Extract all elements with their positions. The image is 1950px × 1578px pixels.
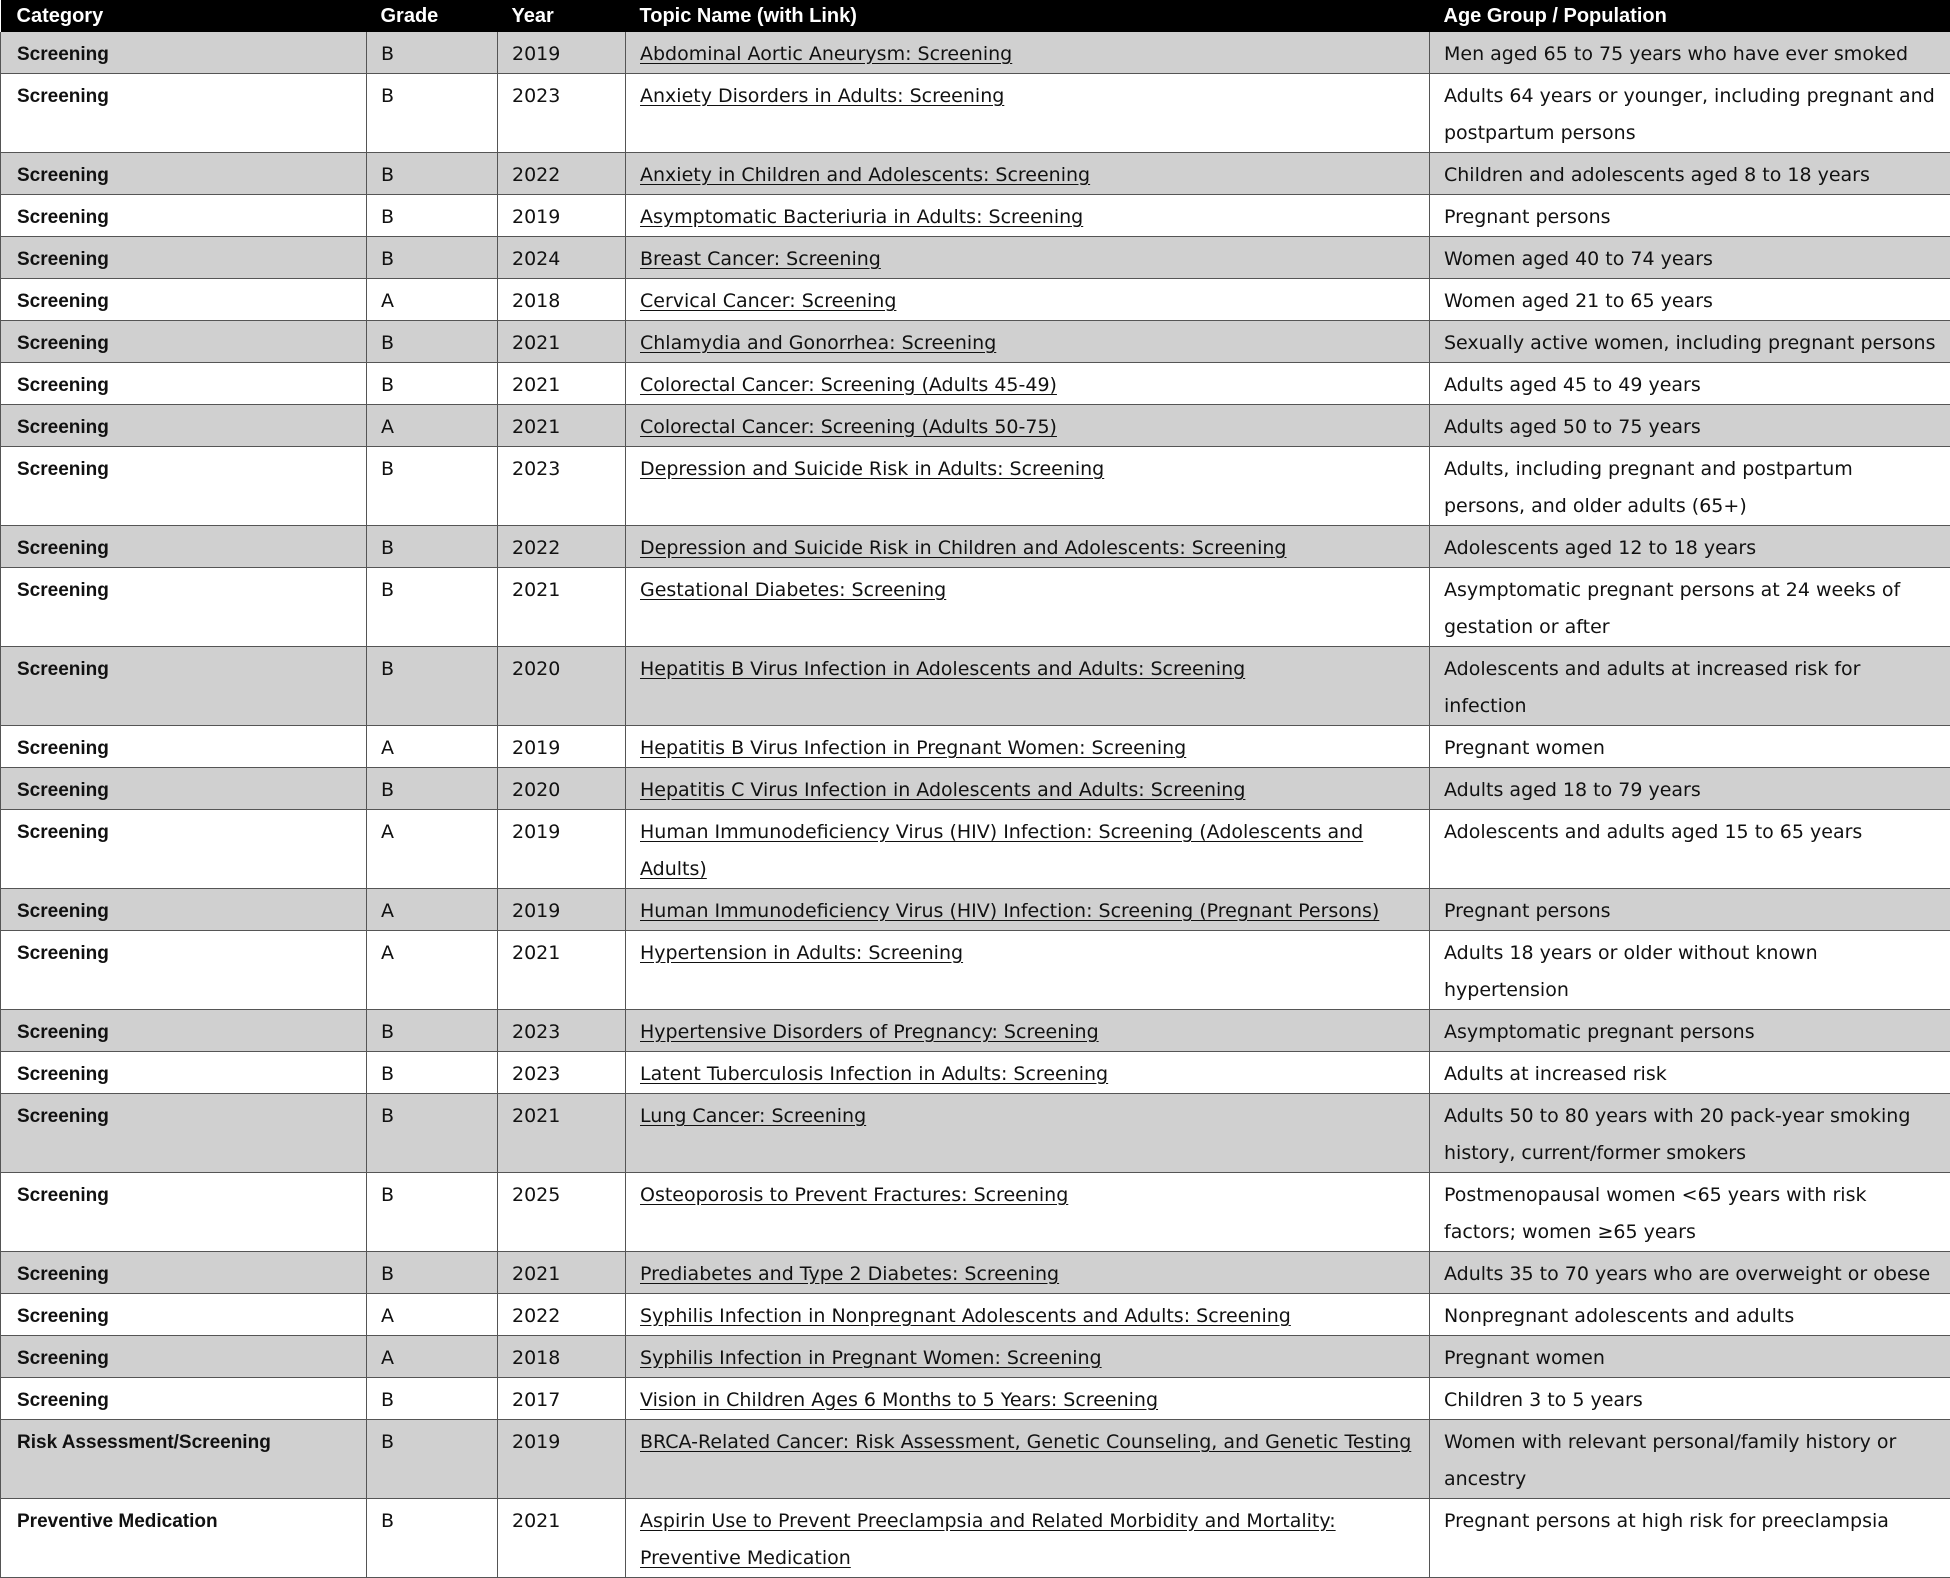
year-cell: 2018 bbox=[498, 1336, 626, 1378]
topic-link[interactable]: Depression and Suicide Risk in Children and Adolescents: Screening bbox=[640, 537, 1286, 559]
grade-cell: B bbox=[367, 447, 498, 526]
topic-cell bbox=[626, 931, 1430, 1010]
topic-cell bbox=[626, 1010, 1430, 1052]
table-row bbox=[1, 1294, 1950, 1336]
topic-link[interactable]: Osteoporosis to Prevent Fractures: Screening bbox=[640, 1184, 1068, 1206]
grade-cell: B bbox=[367, 768, 498, 810]
category-cell: Screening bbox=[1, 1173, 367, 1252]
topic-link[interactable]: Gestational Diabetes: Screening bbox=[640, 579, 946, 601]
population-cell: Adolescents aged 12 to 18 years bbox=[1430, 526, 1950, 568]
table-row bbox=[1, 1499, 1950, 1578]
category-cell: Screening bbox=[1, 1378, 367, 1420]
category-cell: Screening bbox=[1, 1094, 367, 1173]
year-cell: 2019 bbox=[498, 1420, 626, 1499]
category-cell: Screening bbox=[1, 726, 367, 768]
year-cell: 2018 bbox=[498, 279, 626, 321]
topic-cell bbox=[626, 74, 1430, 153]
year-cell: 2019 bbox=[498, 195, 626, 237]
grade-cell: B bbox=[367, 195, 498, 237]
topic-link[interactable]: Colorectal Cancer: Screening (Adults 45-49) bbox=[640, 374, 1057, 396]
table-row bbox=[1, 279, 1950, 321]
population-cell: Pregnant women bbox=[1430, 726, 1950, 768]
population-cell: Postmenopausal women <65 years with risk factors; women ≥65 years bbox=[1430, 1173, 1950, 1252]
year-cell: 2021 bbox=[498, 1252, 626, 1294]
header-year: Year bbox=[498, 0, 626, 32]
year-cell: 2023 bbox=[498, 74, 626, 153]
population-cell: Adults 50 to 80 years with 20 pack-year smoking history, current/former smokers bbox=[1430, 1094, 1950, 1173]
category-cell: Screening bbox=[1, 568, 367, 647]
topic-link[interactable]: BRCA-Related Cancer: Risk Assessment, Genetic Counseling, and Genetic Testing bbox=[640, 1431, 1411, 1453]
year-cell: 2021 bbox=[498, 1499, 626, 1578]
population-cell: Sexually active women, including pregnant persons bbox=[1430, 321, 1950, 363]
topic-cell bbox=[626, 279, 1430, 321]
year-cell: 2019 bbox=[498, 889, 626, 931]
population-cell: Women aged 40 to 74 years bbox=[1430, 237, 1950, 279]
population-cell: Adolescents and adults at increased risk for infection bbox=[1430, 647, 1950, 726]
population-cell: Pregnant persons bbox=[1430, 195, 1950, 237]
population-cell: Adults aged 45 to 49 years bbox=[1430, 363, 1950, 405]
topic-link[interactable]: Hypertensive Disorders of Pregnancy: Screening bbox=[640, 1021, 1099, 1043]
grade-cell: B bbox=[367, 1094, 498, 1173]
population-cell: Adults 64 years or younger, including pregnant and postpartum persons bbox=[1430, 74, 1950, 153]
population-cell: Pregnant persons bbox=[1430, 889, 1950, 931]
grade-cell: B bbox=[367, 1173, 498, 1252]
table-row bbox=[1, 889, 1950, 931]
grade-cell: B bbox=[367, 363, 498, 405]
category-cell: Screening bbox=[1, 74, 367, 153]
table-row bbox=[1, 726, 1950, 768]
topic-link[interactable]: Breast Cancer: Screening bbox=[640, 248, 881, 270]
topic-cell bbox=[626, 1052, 1430, 1094]
table-row bbox=[1, 1378, 1950, 1420]
topic-link[interactable]: Cervical Cancer: Screening bbox=[640, 290, 896, 312]
year-cell: 2022 bbox=[498, 1294, 626, 1336]
population-cell: Nonpregnant adolescents and adults bbox=[1430, 1294, 1950, 1336]
topic-cell bbox=[626, 1294, 1430, 1336]
grade-cell: B bbox=[367, 321, 498, 363]
category-cell: Screening bbox=[1, 647, 367, 726]
header-topic: Topic Name (with Link) bbox=[626, 0, 1430, 32]
topic-cell bbox=[626, 1173, 1430, 1252]
table-row bbox=[1, 74, 1950, 153]
topic-cell bbox=[626, 153, 1430, 195]
table-row bbox=[1, 447, 1950, 526]
table-row bbox=[1, 321, 1950, 363]
topic-cell bbox=[626, 526, 1430, 568]
table-row bbox=[1, 1173, 1950, 1252]
population-cell: Asymptomatic pregnant persons bbox=[1430, 1010, 1950, 1052]
table-row bbox=[1, 1420, 1950, 1499]
grade-cell: A bbox=[367, 1294, 498, 1336]
topic-cell bbox=[626, 1378, 1430, 1420]
category-cell: Screening bbox=[1, 526, 367, 568]
category-cell: Screening bbox=[1, 405, 367, 447]
topic-link[interactable]: Hypertension in Adults: Screening bbox=[640, 942, 963, 964]
topic-cell bbox=[626, 32, 1430, 74]
year-cell: 2020 bbox=[498, 768, 626, 810]
topic-link[interactable]: Depression and Suicide Risk in Adults: Screening bbox=[640, 458, 1104, 480]
topic-link[interactable]: Chlamydia and Gonorrhea: Screening bbox=[640, 332, 996, 354]
grade-cell: B bbox=[367, 568, 498, 647]
topic-cell bbox=[626, 237, 1430, 279]
year-cell: 2022 bbox=[498, 153, 626, 195]
grade-cell: A bbox=[367, 726, 498, 768]
year-cell: 2023 bbox=[498, 1010, 626, 1052]
table-row bbox=[1, 237, 1950, 279]
topic-link[interactable]: Colorectal Cancer: Screening (Adults 50-75) bbox=[640, 416, 1057, 438]
header-population: Age Group / Population bbox=[1430, 0, 1950, 32]
topic-link[interactable]: Aspirin Use to Prevent Preeclampsia and Related Morbidity and Mortality: Preventive Medication bbox=[640, 1510, 1336, 1569]
year-cell: 2023 bbox=[498, 447, 626, 526]
year-cell: 2025 bbox=[498, 1173, 626, 1252]
topic-cell bbox=[626, 726, 1430, 768]
year-cell: 2019 bbox=[498, 810, 626, 889]
table-row bbox=[1, 647, 1950, 726]
topic-link[interactable]: Hepatitis C Virus Infection in Adolescents and Adults: Screening bbox=[640, 779, 1245, 801]
topic-link[interactable]: Vision in Children Ages 6 Months to 5 Years: Screening bbox=[640, 1389, 1158, 1411]
year-cell: 2021 bbox=[498, 568, 626, 647]
year-cell: 2019 bbox=[498, 726, 626, 768]
population-cell: Pregnant persons at high risk for preeclampsia bbox=[1430, 1499, 1950, 1578]
year-cell: 2022 bbox=[498, 526, 626, 568]
topic-cell bbox=[626, 1336, 1430, 1378]
grade-cell: A bbox=[367, 279, 498, 321]
year-cell: 2019 bbox=[498, 32, 626, 74]
year-cell: 2021 bbox=[498, 405, 626, 447]
topic-cell bbox=[626, 1094, 1430, 1173]
topic-link[interactable]: Syphilis Infection in Pregnant Women: Screening bbox=[640, 1347, 1102, 1369]
category-cell: Screening bbox=[1, 931, 367, 1010]
header-row bbox=[1, 0, 1950, 32]
topic-cell bbox=[626, 810, 1430, 889]
grade-cell: B bbox=[367, 526, 498, 568]
topic-cell bbox=[626, 447, 1430, 526]
topic-link[interactable]: Asymptomatic Bacteriuria in Adults: Screening bbox=[640, 206, 1083, 228]
table-row bbox=[1, 810, 1950, 889]
population-cell: Adults at increased risk bbox=[1430, 1052, 1950, 1094]
header-category: Category bbox=[1, 0, 367, 32]
topic-cell bbox=[626, 568, 1430, 647]
topic-cell bbox=[626, 405, 1430, 447]
topic-cell bbox=[626, 889, 1430, 931]
table-row bbox=[1, 1052, 1950, 1094]
year-cell: 2017 bbox=[498, 1378, 626, 1420]
year-cell: 2024 bbox=[498, 237, 626, 279]
topic-cell bbox=[626, 1420, 1430, 1499]
topic-link[interactable]: Abdominal Aortic Aneurysm: Screening bbox=[640, 43, 1012, 65]
topic-link[interactable]: Anxiety in Children and Adolescents: Screening bbox=[640, 164, 1090, 186]
population-cell: Adults 18 years or older without known hypertension bbox=[1430, 931, 1950, 1010]
grade-cell: B bbox=[367, 1052, 498, 1094]
table-row bbox=[1, 1336, 1950, 1378]
grade-cell: A bbox=[367, 405, 498, 447]
year-cell: 2021 bbox=[498, 931, 626, 1010]
category-cell: Screening bbox=[1, 1294, 367, 1336]
topic-link[interactable]: Latent Tuberculosis Infection in Adults: Screening bbox=[640, 1063, 1108, 1085]
topic-cell bbox=[626, 321, 1430, 363]
category-cell: Screening bbox=[1, 447, 367, 526]
table-row bbox=[1, 1094, 1950, 1173]
topic-link[interactable]: Hepatitis B Virus Infection in Pregnant Women: Screening bbox=[640, 737, 1186, 759]
table-row bbox=[1, 768, 1950, 810]
category-cell: Screening bbox=[1, 321, 367, 363]
category-cell: Screening bbox=[1, 1336, 367, 1378]
table-body bbox=[1, 32, 1950, 1578]
grade-cell: B bbox=[367, 1252, 498, 1294]
population-cell: Adolescents and adults aged 15 to 65 years bbox=[1430, 810, 1950, 889]
grade-cell: B bbox=[367, 1010, 498, 1052]
grade-cell: B bbox=[367, 647, 498, 726]
population-cell: Children 3 to 5 years bbox=[1430, 1378, 1950, 1420]
topic-link[interactable]: Human Immunodeficiency Virus (HIV) Infection: Screening (Pregnant Persons) bbox=[640, 900, 1379, 922]
population-cell: Pregnant women bbox=[1430, 1336, 1950, 1378]
category-cell: Screening bbox=[1, 363, 367, 405]
table-row bbox=[1, 363, 1950, 405]
category-cell: Screening bbox=[1, 768, 367, 810]
year-cell: 2021 bbox=[498, 321, 626, 363]
grade-cell: B bbox=[367, 237, 498, 279]
topic-link[interactable]: Hepatitis B Virus Infection in Adolescents and Adults: Screening bbox=[640, 658, 1245, 680]
topic-cell bbox=[626, 768, 1430, 810]
population-cell: Children and adolescents aged 8 to 18 years bbox=[1430, 153, 1950, 195]
population-cell: Adults, including pregnant and postpartum persons, and older adults (65+) bbox=[1430, 447, 1950, 526]
year-cell: 2021 bbox=[498, 363, 626, 405]
topic-link[interactable]: Lung Cancer: Screening bbox=[640, 1105, 866, 1127]
topic-cell bbox=[626, 363, 1430, 405]
topic-cell bbox=[626, 647, 1430, 726]
grade-cell: B bbox=[367, 153, 498, 195]
topic-link[interactable]: Human Immunodeficiency Virus (HIV) Infection: Screening (Adolescents and Adults) bbox=[640, 821, 1363, 880]
year-cell: 2020 bbox=[498, 647, 626, 726]
topic-cell bbox=[626, 1499, 1430, 1578]
population-cell: Women aged 21 to 65 years bbox=[1430, 279, 1950, 321]
population-cell: Adults aged 50 to 75 years bbox=[1430, 405, 1950, 447]
topic-link[interactable]: Syphilis Infection in Nonpregnant Adolescents and Adults: Screening bbox=[640, 1305, 1291, 1327]
grade-cell: B bbox=[367, 32, 498, 74]
category-cell: Screening bbox=[1, 1252, 367, 1294]
table-row bbox=[1, 32, 1950, 74]
table-row bbox=[1, 526, 1950, 568]
category-cell: Screening bbox=[1, 279, 367, 321]
table-row bbox=[1, 195, 1950, 237]
category-cell: Preventive Medication bbox=[1, 1499, 367, 1578]
topic-link[interactable]: Prediabetes and Type 2 Diabetes: Screening bbox=[640, 1263, 1059, 1285]
grade-cell: B bbox=[367, 1499, 498, 1578]
table-header bbox=[1, 0, 1950, 32]
grade-cell: A bbox=[367, 810, 498, 889]
topic-cell bbox=[626, 195, 1430, 237]
topic-cell bbox=[626, 1252, 1430, 1294]
population-cell: Women with relevant personal/family history or ancestry bbox=[1430, 1420, 1950, 1499]
grade-cell: B bbox=[367, 1378, 498, 1420]
year-cell: 2021 bbox=[498, 1094, 626, 1173]
table-row bbox=[1, 1252, 1950, 1294]
category-cell: Screening bbox=[1, 889, 367, 931]
population-cell: Adults 35 to 70 years who are overweight or obese bbox=[1430, 1252, 1950, 1294]
population-cell: Adults aged 18 to 79 years bbox=[1430, 768, 1950, 810]
category-cell: Screening bbox=[1, 810, 367, 889]
table-row bbox=[1, 153, 1950, 195]
table-row bbox=[1, 405, 1950, 447]
category-cell: Screening bbox=[1, 195, 367, 237]
category-cell: Screening bbox=[1, 32, 367, 74]
category-cell: Risk Assessment/Screening bbox=[1, 1420, 367, 1499]
category-cell: Screening bbox=[1, 1052, 367, 1094]
grade-cell: A bbox=[367, 1336, 498, 1378]
category-cell: Screening bbox=[1, 237, 367, 279]
population-cell: Men aged 65 to 75 years who have ever smoked bbox=[1430, 32, 1950, 74]
table-row bbox=[1, 1010, 1950, 1052]
year-cell: 2023 bbox=[498, 1052, 626, 1094]
population-cell: Asymptomatic pregnant persons at 24 weeks of gestation or after bbox=[1430, 568, 1950, 647]
grade-cell: B bbox=[367, 74, 498, 153]
topic-link[interactable]: Anxiety Disorders in Adults: Screening bbox=[640, 85, 1004, 107]
category-cell: Screening bbox=[1, 1010, 367, 1052]
table-row bbox=[1, 568, 1950, 647]
table-row bbox=[1, 931, 1950, 1010]
grade-cell: A bbox=[367, 931, 498, 1010]
grade-cell: A bbox=[367, 889, 498, 931]
category-cell: Screening bbox=[1, 153, 367, 195]
header-grade: Grade bbox=[367, 0, 498, 32]
grade-cell: B bbox=[367, 1420, 498, 1499]
